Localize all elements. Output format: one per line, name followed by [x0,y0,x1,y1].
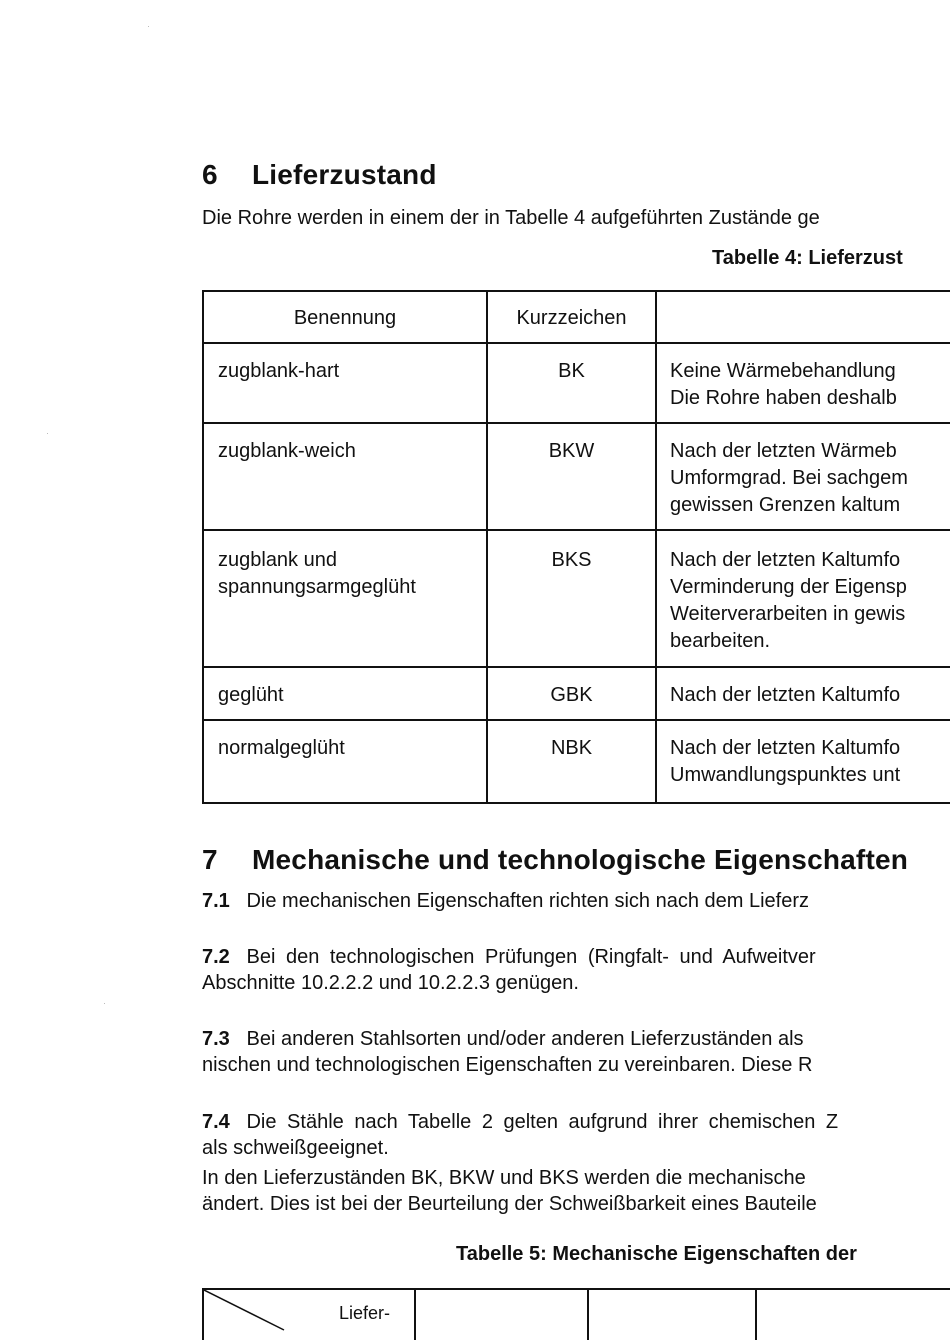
scan-speck [104,1003,105,1004]
column-divider [655,292,657,802]
column-divider [755,1290,757,1340]
paragraph-7-4-continued: In den Lieferzuständen BK, BKW und BKS werden die mechanische [202,1167,806,1189]
row-4-name: geglüht [218,684,284,706]
row-2-code: BKW [548,440,595,462]
paragraph-number: 7.2 [202,946,230,968]
row-divider [204,529,950,531]
paragraph-text: Bei anderen Stahlsorten und/oder anderen Lieferzuständen als [246,1028,804,1050]
section-6-heading [202,159,437,191]
paragraph-7-4 [202,1109,838,1135]
paragraph-text: Die Stähle nach Tabelle 2 gelten aufgrund ihrer chemischen Z [246,1111,839,1133]
row-divider [204,666,950,668]
row-3-desc: Weiterverarbeiten in gewis [670,603,906,625]
paragraph-7-4-line-2: als schweißgeeignet. [202,1137,389,1159]
row-5-desc: Nach der letzten Kaltumfo [670,737,901,759]
scan-speck [47,433,48,434]
row-5-name: normalgeglüht [218,737,345,759]
section-title: Lieferzustand [252,159,437,190]
paragraph-number: 7.4 [202,1111,230,1133]
row-3-desc: Nach der letzten Kaltumfo [670,549,901,571]
row-5-desc: Umwandlungspunktes unt [670,764,901,786]
row-4-code: GBK [550,684,593,706]
row-2-name: zugblank-weich [218,440,356,462]
header-benennung: Benennung [293,307,397,329]
header-liefer: Liefer- [339,1303,391,1323]
table-5 [202,1288,950,1340]
paragraph-number: 7.1 [202,890,230,912]
row-divider [204,422,950,424]
paragraph-number: 7.3 [202,1028,230,1050]
paragraph-7-3 [202,1026,804,1052]
scan-speck [148,26,149,27]
row-3-name: zugblank und [218,549,337,571]
row-3-code: BKS [551,549,592,571]
row-1-desc: Keine Wärmebehandlung [670,360,896,382]
paragraph-text: Bei den technologischen Prüfungen (Ringfalt- und Aufweitver [246,946,816,968]
column-divider [587,1290,589,1340]
row-5-code: NBK [550,737,593,759]
row-2-desc: Nach der letzten Wärmeb [670,440,897,462]
row-1-code: BK [558,360,585,382]
row-divider [204,719,950,721]
paragraph-7-1 [202,888,809,914]
paragraph-7-2-line-2: Abschnitte 10.2.2.2 und 10.2.2.3 genügen. [202,972,579,994]
row-2-desc: gewissen Grenzen kaltum [670,494,901,516]
row-3-name: spannungsarmgeglüht [218,576,416,598]
paragraph-7-4-continued-line-2: ändert. Dies ist bei der Beurteilung der Schweißbarkeit eines Bauteile [202,1193,817,1215]
row-3-desc: Verminderung der Eigensp [670,576,907,598]
section-7-heading [202,844,908,876]
paragraph-7-3-line-2: nischen und technologischen Eigenschaften zu vereinbaren. Diese R [202,1054,813,1076]
paragraph-text: Die mechanischen Eigenschaften richten sich nach dem Lieferz [246,890,810,912]
row-1-name: zugblank-hart [218,360,340,382]
section-title: Mechanische und technologische Eigenschaften [252,844,909,875]
row-3-desc: bearbeiten. [670,630,771,652]
row-2-desc: Umformgrad. Bei sachgem [670,467,908,489]
row-1-desc: Die Rohre haben deshalb [670,387,897,409]
table-4 [202,290,950,804]
row-4-desc: Nach der letzten Kaltumfo [670,684,901,706]
paragraph-7-2 [202,944,816,970]
section-number: 6 [202,159,218,190]
table-5-caption: Tabelle 5: Mechanische Eigenschaften der [456,1243,857,1265]
section-number: 7 [202,844,218,875]
section-6-intro: Die Rohre werden in einem der in Tabelle 4 aufgeführten Zustände ge [202,207,820,229]
column-divider [414,1290,416,1340]
table-4-caption: Tabelle 4: Lieferzust [712,247,903,269]
row-divider [204,342,950,344]
header-kurzzeichen: Kurzzeichen [516,307,627,329]
